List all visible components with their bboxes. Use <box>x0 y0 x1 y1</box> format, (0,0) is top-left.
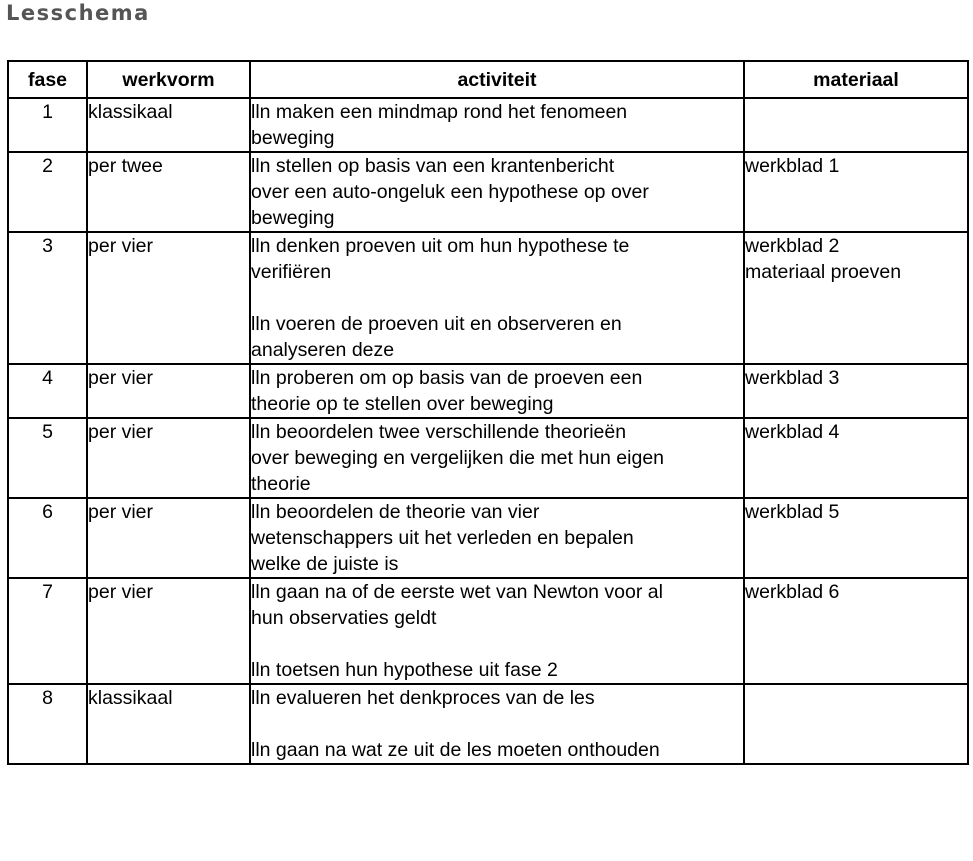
cell-fase: 5 <box>8 418 87 498</box>
cell-werkvorm: per vier <box>87 232 250 364</box>
blank-line <box>251 631 743 657</box>
table-row <box>8 498 968 578</box>
materiaal-line: werkblad 1 <box>745 155 840 177</box>
lesson-schedule-table <box>7 60 969 765</box>
cell-werkvorm: klassikaal <box>87 98 250 152</box>
activiteit-line: over een auto-ongeluk een hypothese op over <box>251 181 649 203</box>
activiteit-line: lln proberen om op basis van de proeven een <box>251 367 643 389</box>
table-row <box>8 232 968 364</box>
cell-fase: 8 <box>8 684 87 764</box>
cell-activiteit <box>250 364 744 418</box>
cell-activiteit <box>250 418 744 498</box>
activiteit-line: verifiëren <box>251 261 332 283</box>
activiteit-line: lln gaan na wat ze uit de les moeten onthouden <box>251 739 660 761</box>
activiteit-line: lln denken proeven uit om hun hypothese te <box>251 235 630 257</box>
cell-werkvorm: klassikaal <box>87 684 250 764</box>
header-materiaal: materiaal <box>744 61 968 98</box>
cell-werkvorm: per vier <box>87 498 250 578</box>
materiaal-line: werkblad 4 <box>745 421 840 443</box>
table-row <box>8 684 968 764</box>
table-header-row <box>8 61 968 98</box>
header-activiteit: activiteit <box>250 61 744 98</box>
materiaal-line: werkblad 3 <box>745 367 840 389</box>
activiteit-line: beweging <box>251 207 335 229</box>
activiteit-line: lln maken een mindmap rond het fenomeen <box>251 101 628 123</box>
activiteit-line: lln beoordelen twee verschillende theorieën <box>251 421 627 443</box>
cell-fase: 1 <box>8 98 87 152</box>
table-row <box>8 418 968 498</box>
cell-activiteit <box>250 98 744 152</box>
activiteit-line: lln beoordelen de theorie van vier <box>251 501 540 523</box>
activiteit-line: analyseren deze <box>251 339 395 361</box>
cell-activiteit <box>250 232 744 364</box>
blank-line <box>251 711 743 737</box>
table-row <box>8 152 968 232</box>
cell-werkvorm: per vier <box>87 364 250 418</box>
header-fase: fase <box>8 61 87 98</box>
activiteit-line: lln voeren de proeven uit en observeren en <box>251 313 622 335</box>
table-row <box>8 578 968 684</box>
cell-materiaal <box>744 364 968 418</box>
cell-fase: 4 <box>8 364 87 418</box>
cell-materiaal <box>744 498 968 578</box>
cell-fase: 3 <box>8 232 87 364</box>
materiaal-line: werkblad 6 <box>745 581 840 603</box>
activiteit-line: wetenschappers uit het verleden en bepalen <box>251 527 634 549</box>
activiteit-line: lln toetsen hun hypothese uit fase 2 <box>251 659 558 681</box>
cell-werkvorm: per vier <box>87 578 250 684</box>
materiaal-line: werkblad 2 <box>745 235 840 257</box>
blank-line <box>251 285 743 311</box>
materiaal-line: materiaal proeven <box>745 261 902 283</box>
activiteit-line: theorie <box>251 473 311 495</box>
activiteit-line: theorie op te stellen over beweging <box>251 393 554 415</box>
cell-activiteit <box>250 684 744 764</box>
cell-materiaal <box>744 684 968 764</box>
activiteit-line: beweging <box>251 127 335 149</box>
activiteit-line: hun observaties geldt <box>251 607 437 629</box>
cell-materiaal <box>744 152 968 232</box>
activiteit-line: lln gaan na of de eerste wet van Newton voor al <box>251 581 663 603</box>
page-title: Lesschema <box>6 1 150 25</box>
activiteit-line: over beweging en vergelijken die met hun eigen <box>251 447 665 469</box>
materiaal-line: werkblad 5 <box>745 501 840 523</box>
cell-materiaal <box>744 578 968 684</box>
cell-activiteit <box>250 498 744 578</box>
cell-werkvorm: per vier <box>87 418 250 498</box>
cell-activiteit <box>250 578 744 684</box>
cell-materiaal <box>744 418 968 498</box>
activiteit-line: lln stellen op basis van een krantenbericht <box>251 155 615 177</box>
table-row <box>8 364 968 418</box>
table-row <box>8 98 968 152</box>
cell-werkvorm: per twee <box>87 152 250 232</box>
cell-fase: 6 <box>8 498 87 578</box>
cell-fase: 2 <box>8 152 87 232</box>
cell-materiaal <box>744 232 968 364</box>
cell-activiteit <box>250 152 744 232</box>
activiteit-line: lln evalueren het denkproces van de les <box>251 687 595 709</box>
cell-fase: 7 <box>8 578 87 684</box>
cell-materiaal <box>744 98 968 152</box>
header-werkvorm: werkvorm <box>87 61 250 98</box>
activiteit-line: welke de juiste is <box>251 553 399 575</box>
